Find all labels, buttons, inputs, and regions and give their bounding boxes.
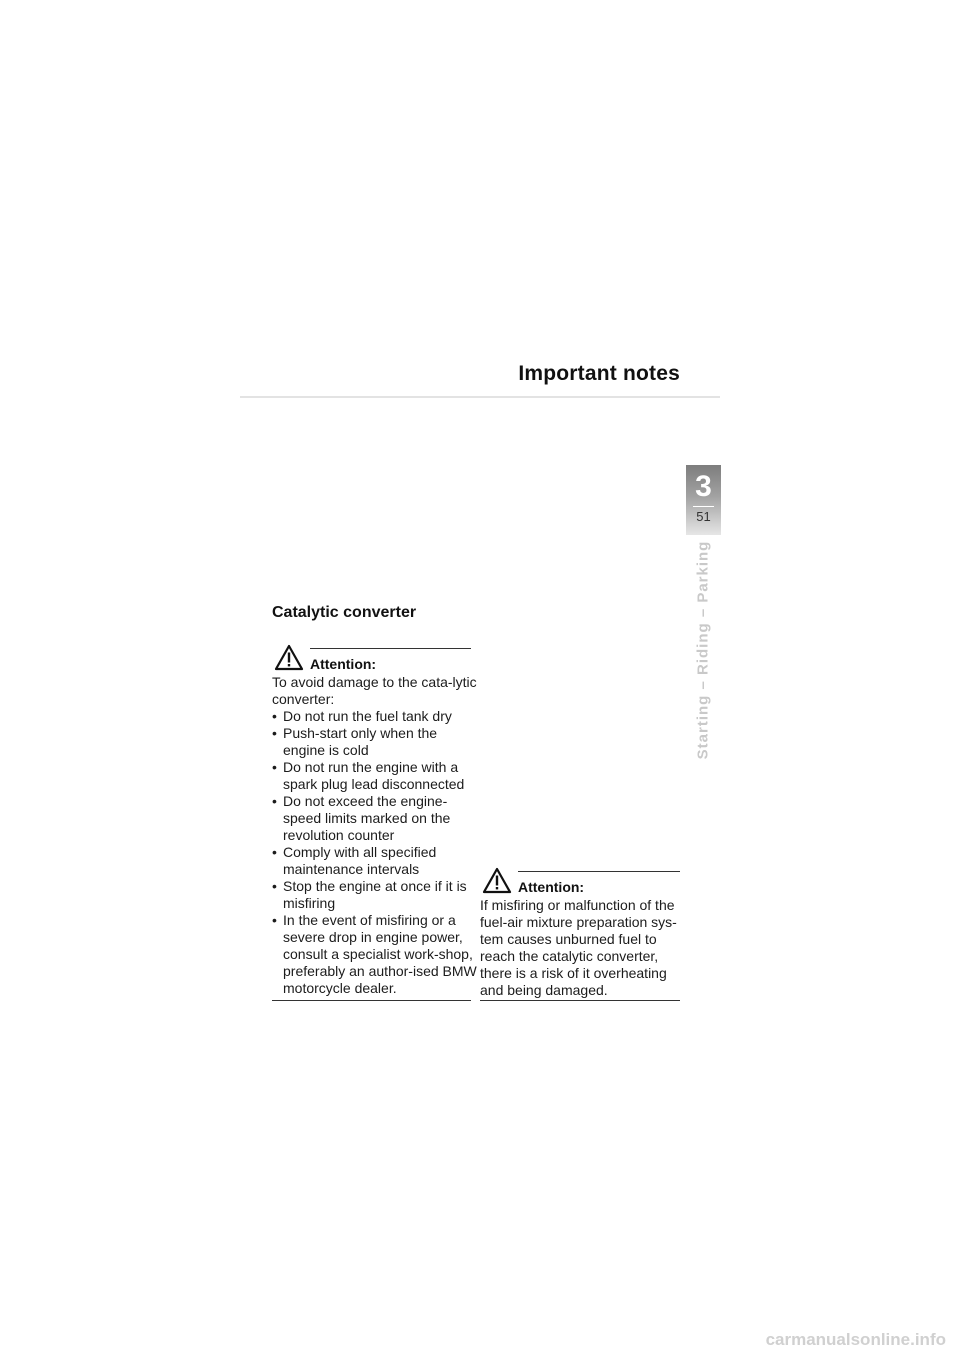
warning-heading: Attention: [310, 656, 377, 672]
warning-top-rule [310, 648, 471, 649]
page-number: 51 [696, 509, 711, 524]
list-item: • Do not run the fuel tank dry [272, 708, 478, 725]
warning-bottom-rule [480, 1000, 680, 1001]
list-item: • Do not run the engine with a spark plug lead disconnected [272, 759, 478, 793]
section-title: Catalytic converter [272, 604, 417, 621]
warning-triangle-icon [482, 867, 512, 894]
page-header-title: Important notes [518, 362, 680, 385]
warning-top-rule [518, 871, 680, 872]
list-item: • Push-start only when the engine is cold [272, 725, 478, 759]
chapter-side-label: Starting – Riding – Parking [694, 540, 712, 760]
chapter-tab [686, 465, 721, 535]
warning-bottom-rule [272, 1000, 471, 1001]
watermark: carmanualsonline.info [765, 1330, 946, 1349]
warning-text: If misfiring or malfunction of the fuel-air mixture preparation sys-tem causes unburned fuel to reach the catalytic converter, there is a risk of it overheating and being damaged. [480, 897, 677, 998]
warning-body [480, 897, 685, 999]
list-item: • Stop the engine at once if it is misfiring [272, 878, 478, 912]
warning-heading: Attention: [518, 879, 585, 895]
warning-bullet-list [272, 708, 478, 997]
list-item: • In the event of misfiring or a severe drop in engine power, consult a specialist work-shop, preferably an author-ised BMW motorcycle dealer. [272, 912, 478, 997]
warning-body [272, 674, 478, 997]
list-item: • Comply with all specified maintenance intervals [272, 844, 478, 878]
header-divider [240, 396, 720, 398]
chapter-divider [693, 506, 714, 507]
warning-intro: To avoid damage to the cata-lytic converter: [272, 674, 477, 707]
list-item: • Do not exceed the engine-speed limits marked on the revolution counter [272, 793, 478, 844]
chapter-number: 3 [695, 470, 712, 503]
warning-triangle-icon [274, 644, 304, 671]
